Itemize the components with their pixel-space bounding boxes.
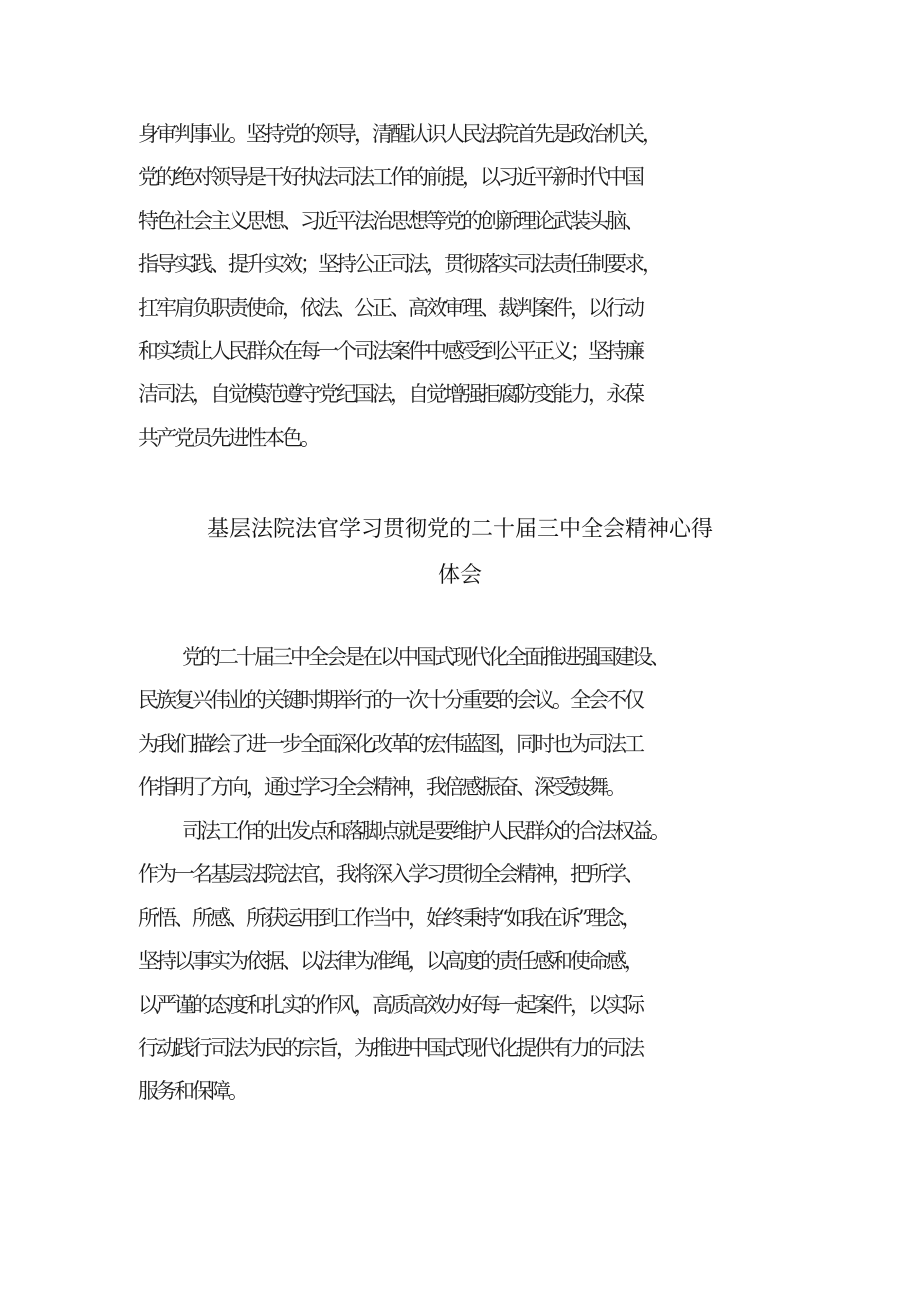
text-line: 特色社会主义思想、习近平法治思想等党的创新理论武装头脑、 xyxy=(138,208,642,233)
text-line: 党的绝对领导是干好执法司法工作的前提，以习近平新时代中国 xyxy=(138,165,642,190)
text-line: 行动践行司法为民的宗旨，为推进中国式现代化提供有力的司法 xyxy=(138,1035,642,1060)
section-title-line: 体会 xyxy=(437,563,482,588)
text-line: 共产党员先进性本色。 xyxy=(138,425,318,450)
text-line: 洁司法，自觉模范遵守党纪国法，自觉增强拒腐防变能力，永葆 xyxy=(138,382,642,407)
text-line: 和实绩让人民群众在每一个司法案件中感受到公平正义；坚持廉 xyxy=(138,338,642,363)
text-line: 身审判事业。坚持党的领导，清醒认识人民法院首先是政治机关， xyxy=(138,122,660,146)
text-line: 民族复兴伟业的关键时期举行的一次十分重要的会议。全会不仅 xyxy=(138,688,642,713)
text-line: 扛牢肩负职责使命，依法、公正、高效审理、裁判案件，以行动 xyxy=(138,295,642,320)
paragraph-2 xyxy=(138,810,798,1114)
text-line: 党的二十届三中全会是在以中国式现代化全面推进强国建设、 xyxy=(182,645,668,669)
text-line: 以严谨的态度和扎实的作风，高质高效办好每一起案件，以实际 xyxy=(138,992,642,1017)
text-line: 坚持以事实为依据、以法律为准绳，以高度的责任感和使命感， xyxy=(138,949,642,974)
text-line: 服务和保障。 xyxy=(138,1079,246,1104)
text-line: 作为一名基层法院法官，我将深入学习贯彻全会精神，把所学、 xyxy=(138,862,642,887)
text-line: 作指明了方向，通过学习全会精神，我倍感振奋、深受鼓舞。 xyxy=(138,775,624,800)
intro-paragraph xyxy=(138,113,798,460)
text-line: 为我们描绘了进一步全面深化改革的宏伟蓝图，同时也为司法工 xyxy=(138,731,642,756)
text-line: 司法工作的出发点和落脚点就是要维护人民群众的合法权益。 xyxy=(182,819,668,843)
text-line: 所悟、所感、所获运用到工作当中，始终秉持“如我在诉”理念， xyxy=(138,905,640,930)
section-title-line: 基层法院法官学习贯彻党的二十届三中全会精神心得 xyxy=(206,517,713,542)
paragraph-1 xyxy=(138,636,798,810)
section-title xyxy=(0,507,920,599)
text-line: 指导实践、提升实效；坚持公正司法，贯彻落实司法责任制要求， xyxy=(138,252,660,277)
